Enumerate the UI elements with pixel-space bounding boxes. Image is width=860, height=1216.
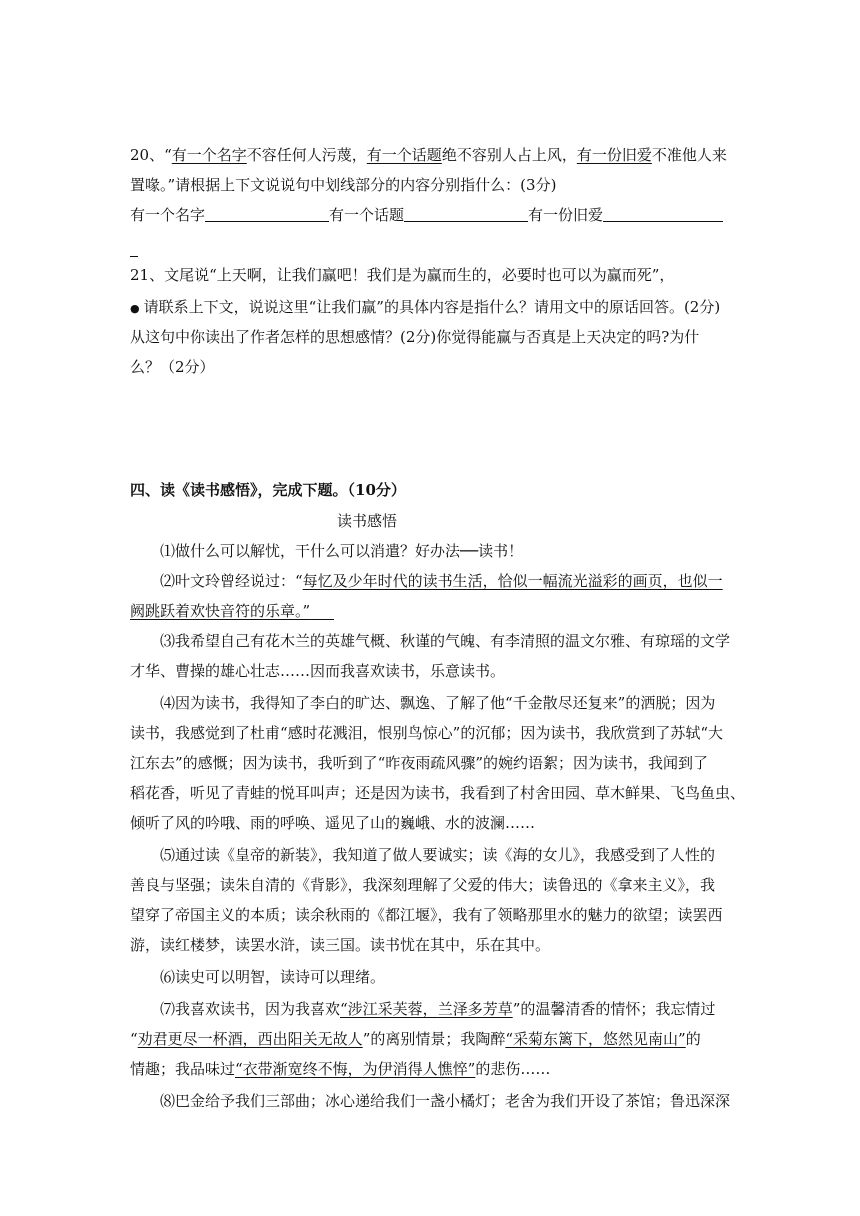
paragraph-7-line-2: “劝君更尽一杯酒，西出阳关无故人”的离别情景；我陶醉“采菊东篱下，悠然见南山”的 [130,1030,701,1048]
answer-blank-3[interactable] [603,205,723,222]
paragraph-4-line-4: 稻花香，听见了青蛙的悦耳叫声；还是因为读书，我看到了村舍田园、草木鲜果、飞鸟鱼虫、 [130,784,746,802]
paragraph-2-line-1: ⑵叶文玲曾经说过：“每忆及少年时代的读书生活，恰似一幅流光溢彩的画页，也似一 [160,572,723,590]
blank-label-1: 有一个名字 [130,206,206,224]
blank-label-3: 有一份旧爱 [528,206,604,224]
q21-line-3: 从这句中你读出了作者怎样的思想感情？(2分)你觉得能赢与否真是上天决定的吗?为什 [130,328,700,346]
paragraph-4-line-3: 江东去”的感慨；因为读书，我听到了“昨夜雨疏风骤”的婉约语絮；因为读书，我闻到了 [130,754,709,772]
answer-blank-overflow[interactable] [130,240,138,260]
paragraph-1: ⑴做什么可以解忧，干什么可以消遣？好办法──读书！ [160,542,524,560]
article-title: 读书感悟 [337,512,398,530]
paragraph-8-line-1: ⑻巴金给予我们三部曲；冰心递给我们一盏小橘灯；老舍为我们开设了茶馆；鲁迅深深 [160,1092,731,1110]
paragraph-5-line-4: 游，读红楼梦，读罢水浒，读三国。读书忧在其中，乐在其中。 [130,936,551,954]
section-heading: 四、读《读书感悟》，完成下题。（10分） [130,481,406,499]
paragraph-7-line-3: 情趣；我品味过“衣带渐宽终不悔，为伊消得人憔悴”的悲伤…… [130,1060,551,1078]
paragraph-2-line-2: 阙跳跃着欢快音符的乐章。” [130,602,311,620]
bullet-icon: ● [130,302,140,315]
q21-line-4: 么？（2分） [130,358,215,376]
answer-blank-2[interactable] [404,205,528,222]
paragraph-4-line-1: ⑷因为读书，我得知了李白的旷达、飘逸、了解了他“千金散尽还复来”的洒脱；因为 [160,694,716,712]
paragraph-4-line-2: 读书，我感觉到了杜甫“感时花溅泪，恨别鸟惊心”的沉郁；因为读书，我欣赏到了苏轼“大 [130,724,724,742]
answer-blank-1[interactable] [205,205,329,222]
paragraph-5-line-1: ⑸通过读《皇帝的新装》，我知道了做人要诚实；读《海的女儿》，我感受到了人性的 [160,846,716,864]
paragraph-7-line-1: ⑺我喜欢读书，因为我喜欢“涉江采芙蓉，兰泽多芳草”的温馨清香的情怀；我忘情过 [160,1000,716,1018]
q20-answer-line [130,205,723,225]
paragraph-3-line-2: 才华、曹操的雄心壮志……因而我喜欢读书，乐意读书。 [130,662,506,680]
blank-label-2: 有一个话题 [329,206,405,224]
paragraph-5-line-3: 望穿了帝国主义的本质；读余秋雨的《都江堰》，我有了领略那里水的魅力的欲望；读罢西 [130,906,723,924]
q21-line-2: ● 请联系上下文，说说这里“让我们赢”的具体内容是指什么？请用文中的原话回答。(2分) [130,298,721,316]
q20-line-1: 20、“有一个名字不容任何人污蔑，有一个话题绝不容别人占上风，有一份旧爱不准他人来 [130,146,727,164]
paragraph-4-line-5: 倾听了风的吟哦、雨的呼唤、遥见了山的巍峨、水的波澜…… [130,814,536,832]
paragraph-6: ⑹读史可以明智，读诗可以理绪。 [160,968,386,986]
q20-line-2: 置喙。”请根据上下文说说句中划线部分的内容分别指什么：(3分) [130,176,557,194]
paragraph-5-line-2: 善良与坚强；读朱自清的《背影》，我深刻理解了父爱的伟大；读鲁迅的《拿来主义》，我 [130,876,716,894]
q21-line-1: 21、文尾说“上天啊，让我们赢吧！我们是为赢而生的，必要时也可以为赢而死”， [130,266,675,284]
paragraph-3-line-1: ⑶我希望自己有花木兰的英雄气概、秋谨的气魄、有李清照的温文尔雅、有琼瑶的文学 [160,632,731,650]
